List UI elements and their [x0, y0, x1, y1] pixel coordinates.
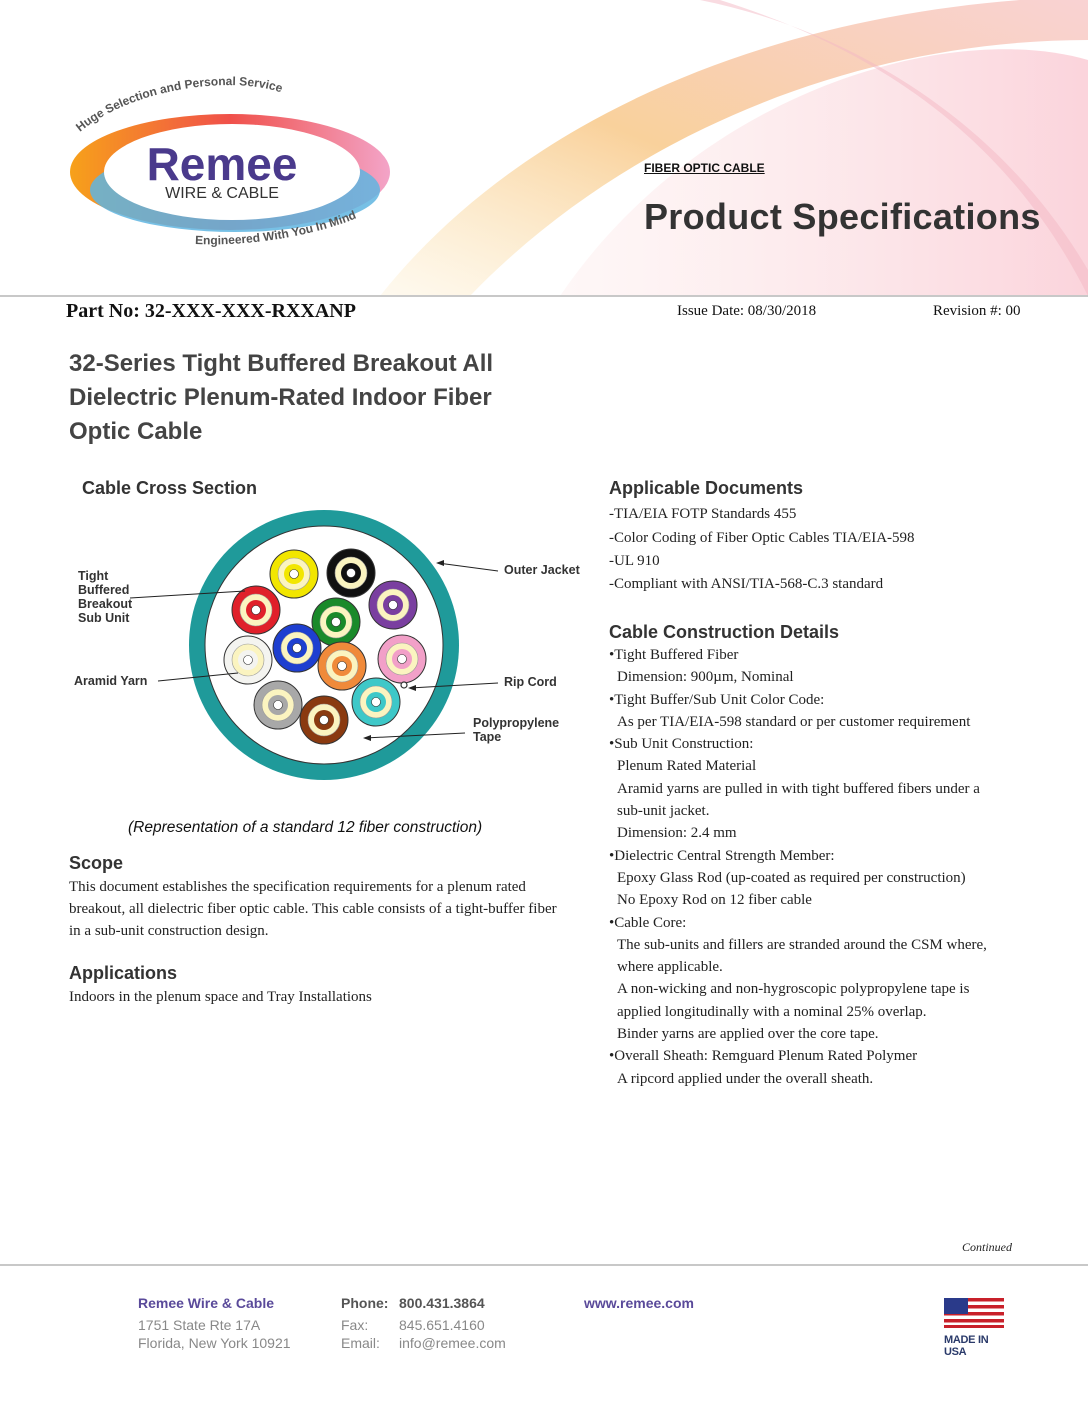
remee-logo — [60, 72, 400, 262]
construction-line: A ripcord applied under the overall sheath. — [617, 1070, 874, 1087]
sub-unit-brown — [300, 696, 348, 744]
construction-line: •Tight Buffer/Sub Unit Color Code: — [609, 691, 825, 708]
cable-cross-section-diagram — [60, 505, 600, 790]
revision-number: Revision #: 00 — [933, 303, 1021, 319]
made-in-usa-text: MADE IN USA — [944, 1334, 989, 1358]
cross-section-heading: Cable Cross Section — [82, 478, 258, 498]
footer-address-1: 1751 State Rte 17A — [138, 1317, 261, 1333]
construction-line: •Cable Core: — [609, 914, 687, 931]
label-tape: Tape — [473, 730, 502, 744]
footer-divider — [0, 1264, 1088, 1266]
label-polypropylene: Polypropylene — [473, 716, 560, 730]
footer-phone-label: Phone: — [341, 1295, 389, 1311]
footer-company-name: Remee Wire & Cable — [138, 1295, 275, 1311]
footer-email-label: Email: — [341, 1335, 380, 1351]
issue-date: Issue Date: 08/30/2018 — [677, 303, 817, 319]
sub-unit-blue — [273, 624, 321, 672]
label-tight: Tight — [78, 569, 109, 583]
construction-line: Dimension: 900µm, Nominal — [617, 669, 794, 686]
rip-cord — [401, 682, 407, 688]
label-outer-jacket: Outer Jacket — [504, 563, 580, 577]
us-flag-icon — [944, 1298, 1004, 1328]
applications-heading: Applications — [69, 963, 178, 983]
construction-line: applied longitudinally with a nominal 25% overlap. — [617, 1003, 927, 1020]
made-in-usa-badge — [944, 1298, 1004, 1358]
scope-heading: Scope — [69, 853, 124, 873]
construction-line: Epoxy Glass Rod (up-coated as required per construction) — [617, 869, 966, 886]
document-item: -TIA/EIA FOTP Standards 455 — [609, 506, 797, 522]
continued-note: Continued — [962, 1240, 1012, 1254]
footer-address-2: Florida, New York 10921 — [138, 1335, 291, 1351]
header-divider — [0, 295, 1088, 297]
construction-line: Plenum Rated Material — [617, 758, 757, 775]
construction-line: •Dielectric Central Strength Member: — [609, 847, 835, 864]
label-rip-cord: Rip Cord — [504, 675, 557, 689]
construction-line: •Overall Sheath: Remguard Plenum Rated Polymer — [609, 1048, 918, 1065]
construction-line: sub-unit jacket. — [617, 803, 710, 820]
sub-unit-yellow — [270, 550, 318, 598]
label-sub-unit: Sub Unit — [78, 611, 130, 625]
construction-line: No Epoxy Rod on 12 fiber cable — [617, 892, 812, 909]
scope-text: This document establishes the specification requirements for a plenum rated breakout, all dielectric fiber optic cable. This cable consists of a tight-buffer fiber in a sub-unit construction design. — [69, 879, 557, 939]
cross-section-caption: (Representation of a standard 12 fiber construction) — [128, 819, 483, 836]
construction-heading: Cable Construction Details — [609, 622, 840, 642]
construction-line: Dimension: 2.4 mm — [617, 825, 737, 842]
footer-website-link[interactable]: www.remee.com — [584, 1295, 694, 1311]
product-title: 32-Series Tight Buffered Breakout All Dielectric Plenum-Rated Indoor Fiber Optic Cable — [69, 350, 494, 445]
logo-brand: Remee — [146, 138, 298, 190]
part-number: Part No: 32-XXX-XXX-RXXANP — [66, 300, 356, 322]
construction-list — [609, 644, 987, 1090]
label-aramid-yarn: Aramid Yarn — [74, 674, 148, 688]
construction-line: •Tight Buffered Fiber — [609, 647, 739, 663]
footer-fax-label: Fax: — [341, 1317, 369, 1333]
sub-unit-black — [327, 549, 375, 597]
construction-line: Aramid yarns are pulled in with tight buffered fibers under a — [617, 780, 980, 797]
logo-tagline-top: Huge Selection and Personal Service — [73, 74, 285, 135]
doc-type: FIBER OPTIC CABLE — [644, 161, 765, 175]
footer-fax: 845.651.4160 — [399, 1317, 485, 1333]
construction-line: where applicable. — [617, 959, 723, 976]
footer-email[interactable]: info@remee.com — [399, 1335, 506, 1351]
doc-title: Product Specifications — [644, 196, 1041, 237]
document-item: -UL 910 — [609, 553, 660, 569]
applicable-documents-heading: Applicable Documents — [609, 478, 804, 498]
sub-unit-aqua — [352, 678, 400, 726]
footer-phone[interactable]: 800.431.3864 — [399, 1295, 485, 1311]
construction-line: Binder yarns are applied over the core tape. — [617, 1026, 879, 1043]
leader-outer-jacket — [438, 563, 498, 571]
applications-text: Indoors in the plenum space and Tray Installations — [69, 989, 372, 1005]
construction-line: •Sub Unit Construction: — [609, 736, 754, 753]
sub-unit-white — [224, 636, 272, 684]
sub-unit-rose — [378, 635, 426, 683]
sub-unit-red — [232, 586, 280, 634]
construction-line: The sub-units and fillers are stranded around the CSM where, — [617, 936, 987, 953]
logo-brand-sub: WIRE & CABLE — [165, 185, 279, 202]
sub-unit-orange — [318, 642, 366, 690]
applicable-documents-list — [609, 502, 915, 596]
logo-tagline-bottom: Engineered With You In Mind — [194, 207, 358, 248]
document-item: -Compliant with ANSI/TIA-568-C.3 standard — [609, 576, 884, 592]
sub-unit-slate — [254, 681, 302, 729]
label-breakout: Breakout — [78, 597, 133, 611]
label-buffered: Buffered — [78, 583, 130, 597]
document-item: -Color Coding of Fiber Optic Cables TIA/EIA-598 — [609, 530, 915, 546]
sub-unit-violet — [369, 581, 417, 629]
construction-line: As per TIA/EIA-598 standard or per customer requirement — [617, 713, 971, 730]
construction-line: A non-wicking and non-hygroscopic polypropylene tape is — [617, 981, 970, 998]
